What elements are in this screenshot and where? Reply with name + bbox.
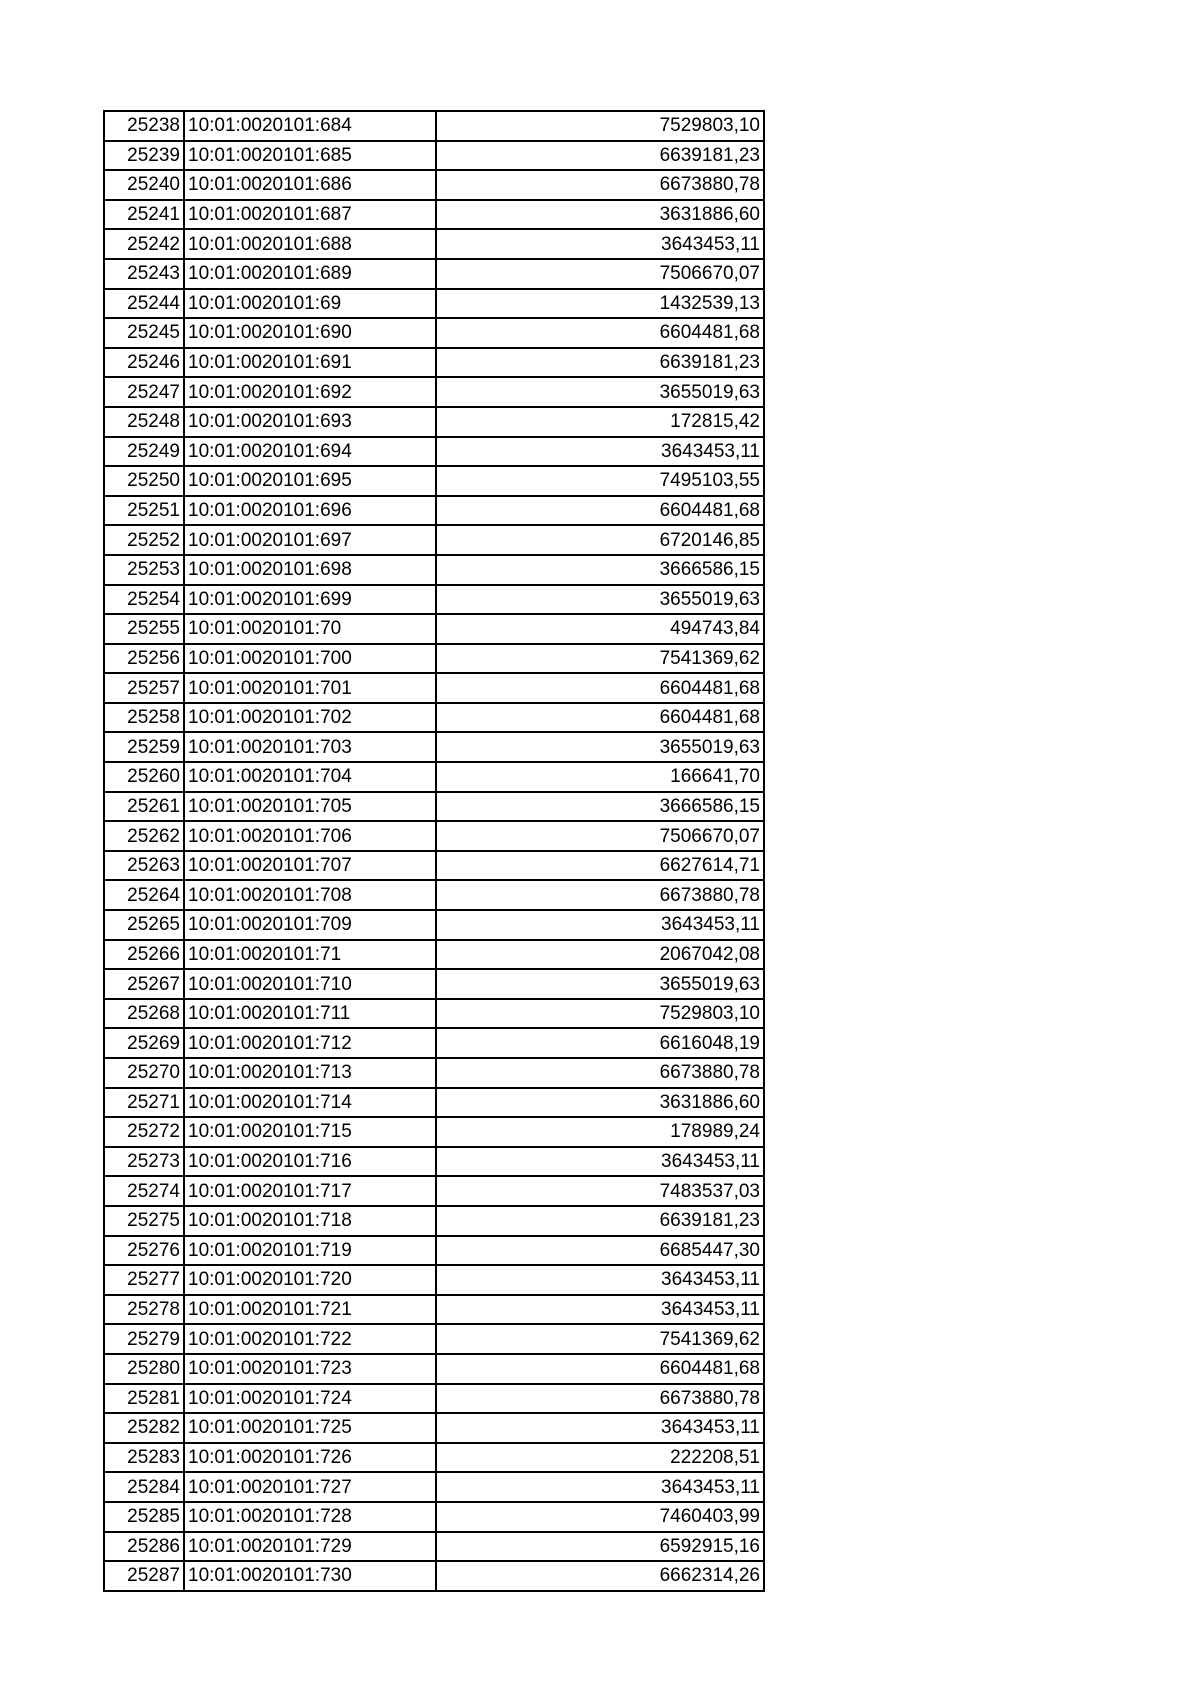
value-cell: 6616048,19 bbox=[436, 1028, 764, 1058]
cadastral-number-cell: 10:01:0020101:719 bbox=[184, 1236, 436, 1266]
value-cell: 7506670,07 bbox=[436, 259, 764, 289]
value-cell: 3655019,63 bbox=[436, 377, 764, 407]
cadastral-number-cell: 10:01:0020101:713 bbox=[184, 1058, 436, 1088]
cadastral-number-cell: 10:01:0020101:69 bbox=[184, 289, 436, 319]
cadastral-number-cell: 10:01:0020101:692 bbox=[184, 377, 436, 407]
table-body bbox=[104, 111, 764, 1591]
cadastral-number-cell: 10:01:0020101:715 bbox=[184, 1117, 436, 1147]
table-row bbox=[104, 792, 764, 822]
cadastral-number-cell: 10:01:0020101:701 bbox=[184, 673, 436, 703]
row-number-cell: 25275 bbox=[104, 1206, 184, 1236]
value-cell: 166641,70 bbox=[436, 762, 764, 792]
row-number-cell: 25245 bbox=[104, 318, 184, 348]
row-number-cell: 25277 bbox=[104, 1265, 184, 1295]
value-cell: 7460403,99 bbox=[436, 1502, 764, 1532]
row-number-cell: 25258 bbox=[104, 703, 184, 733]
table-row bbox=[104, 437, 764, 467]
table-row bbox=[104, 111, 764, 141]
table-row bbox=[104, 1443, 764, 1473]
row-number-cell: 25260 bbox=[104, 762, 184, 792]
cadastral-number-cell: 10:01:0020101:709 bbox=[184, 910, 436, 940]
row-number-cell: 25282 bbox=[104, 1413, 184, 1443]
value-cell: 7529803,10 bbox=[436, 111, 764, 141]
row-number-cell: 25259 bbox=[104, 732, 184, 762]
cadastral-number-cell: 10:01:0020101:725 bbox=[184, 1413, 436, 1443]
value-cell: 3643453,11 bbox=[436, 1472, 764, 1502]
table-row bbox=[104, 821, 764, 851]
cadastral-number-cell: 10:01:0020101:703 bbox=[184, 732, 436, 762]
row-number-cell: 25270 bbox=[104, 1058, 184, 1088]
value-cell: 6639181,23 bbox=[436, 348, 764, 378]
table-row bbox=[104, 1502, 764, 1532]
value-cell: 6604481,68 bbox=[436, 496, 764, 526]
cadastral-number-cell: 10:01:0020101:720 bbox=[184, 1265, 436, 1295]
value-cell: 6639181,23 bbox=[436, 141, 764, 171]
row-number-cell: 25251 bbox=[104, 496, 184, 526]
row-number-cell: 25280 bbox=[104, 1354, 184, 1384]
table-row bbox=[104, 318, 764, 348]
table-row bbox=[104, 910, 764, 940]
table-row bbox=[104, 1058, 764, 1088]
cadastral-number-cell: 10:01:0020101:710 bbox=[184, 969, 436, 999]
value-cell: 1432539,13 bbox=[436, 289, 764, 319]
value-cell: 3631886,60 bbox=[436, 1088, 764, 1118]
row-number-cell: 25247 bbox=[104, 377, 184, 407]
value-cell: 7483537,03 bbox=[436, 1176, 764, 1206]
table-row bbox=[104, 200, 764, 230]
value-cell: 3643453,11 bbox=[436, 1147, 764, 1177]
value-cell: 6604481,68 bbox=[436, 673, 764, 703]
table-row bbox=[104, 673, 764, 703]
row-number-cell: 25257 bbox=[104, 673, 184, 703]
cadastral-number-cell: 10:01:0020101:691 bbox=[184, 348, 436, 378]
value-cell: 6604481,68 bbox=[436, 703, 764, 733]
row-number-cell: 25276 bbox=[104, 1236, 184, 1266]
value-cell: 6673880,78 bbox=[436, 880, 764, 910]
row-number-cell: 25238 bbox=[104, 111, 184, 141]
row-number-cell: 25287 bbox=[104, 1561, 184, 1591]
value-cell: 3666586,15 bbox=[436, 555, 764, 585]
row-number-cell: 25249 bbox=[104, 437, 184, 467]
row-number-cell: 25271 bbox=[104, 1088, 184, 1118]
cadastral-number-cell: 10:01:0020101:723 bbox=[184, 1354, 436, 1384]
cadastral-number-cell: 10:01:0020101:728 bbox=[184, 1502, 436, 1532]
cadastral-number-cell: 10:01:0020101:714 bbox=[184, 1088, 436, 1118]
row-number-cell: 25265 bbox=[104, 910, 184, 940]
table-row bbox=[104, 999, 764, 1029]
cadastral-number-cell: 10:01:0020101:705 bbox=[184, 792, 436, 822]
table-row bbox=[104, 880, 764, 910]
table-row bbox=[104, 466, 764, 496]
value-cell: 7506670,07 bbox=[436, 821, 764, 851]
value-cell: 3643453,11 bbox=[436, 910, 764, 940]
table-row bbox=[104, 969, 764, 999]
row-number-cell: 25274 bbox=[104, 1176, 184, 1206]
row-number-cell: 25266 bbox=[104, 940, 184, 970]
cadastral-number-cell: 10:01:0020101:722 bbox=[184, 1324, 436, 1354]
value-cell: 6673880,78 bbox=[436, 170, 764, 200]
value-cell: 172815,42 bbox=[436, 407, 764, 437]
row-number-cell: 25250 bbox=[104, 466, 184, 496]
table-row bbox=[104, 259, 764, 289]
row-number-cell: 25261 bbox=[104, 792, 184, 822]
table-row bbox=[104, 644, 764, 674]
table-row bbox=[104, 614, 764, 644]
cadastral-number-cell: 10:01:0020101:727 bbox=[184, 1472, 436, 1502]
row-number-cell: 25264 bbox=[104, 880, 184, 910]
value-cell: 3643453,11 bbox=[436, 1265, 764, 1295]
cadastral-number-cell: 10:01:0020101:71 bbox=[184, 940, 436, 970]
cadastral-number-cell: 10:01:0020101:711 bbox=[184, 999, 436, 1029]
row-number-cell: 25244 bbox=[104, 289, 184, 319]
value-cell: 6639181,23 bbox=[436, 1206, 764, 1236]
row-number-cell: 25284 bbox=[104, 1472, 184, 1502]
table-row bbox=[104, 1295, 764, 1325]
cadastral-number-cell: 10:01:0020101:702 bbox=[184, 703, 436, 733]
value-cell: 6720146,85 bbox=[436, 525, 764, 555]
table-row bbox=[104, 940, 764, 970]
table-row bbox=[104, 585, 764, 615]
table-row bbox=[104, 1472, 764, 1502]
table-row bbox=[104, 1236, 764, 1266]
row-number-cell: 25254 bbox=[104, 585, 184, 615]
table-row bbox=[104, 525, 764, 555]
row-number-cell: 25281 bbox=[104, 1384, 184, 1414]
table-row bbox=[104, 1384, 764, 1414]
cadastral-number-cell: 10:01:0020101:685 bbox=[184, 141, 436, 171]
value-cell: 2067042,08 bbox=[436, 940, 764, 970]
value-cell: 494743,84 bbox=[436, 614, 764, 644]
table-row bbox=[104, 1265, 764, 1295]
table-row bbox=[104, 1532, 764, 1562]
cadastral-number-cell: 10:01:0020101:718 bbox=[184, 1206, 436, 1236]
table-row bbox=[104, 1117, 764, 1147]
value-cell: 6673880,78 bbox=[436, 1384, 764, 1414]
row-number-cell: 25248 bbox=[104, 407, 184, 437]
cadastral-number-cell: 10:01:0020101:684 bbox=[184, 111, 436, 141]
value-cell: 3643453,11 bbox=[436, 437, 764, 467]
row-number-cell: 25252 bbox=[104, 525, 184, 555]
cadastral-number-cell: 10:01:0020101:724 bbox=[184, 1384, 436, 1414]
value-cell: 6592915,16 bbox=[436, 1532, 764, 1562]
value-cell: 6673880,78 bbox=[436, 1058, 764, 1088]
cadastral-number-cell: 10:01:0020101:688 bbox=[184, 229, 436, 259]
row-number-cell: 25263 bbox=[104, 851, 184, 881]
table-row bbox=[104, 1206, 764, 1236]
value-cell: 6604481,68 bbox=[436, 1354, 764, 1384]
value-cell: 178989,24 bbox=[436, 1117, 764, 1147]
cadastral-number-cell: 10:01:0020101:707 bbox=[184, 851, 436, 881]
cadastral-number-cell: 10:01:0020101:697 bbox=[184, 525, 436, 555]
cadastral-number-cell: 10:01:0020101:708 bbox=[184, 880, 436, 910]
cadastral-number-cell: 10:01:0020101:712 bbox=[184, 1028, 436, 1058]
cadastral-number-cell: 10:01:0020101:721 bbox=[184, 1295, 436, 1325]
value-cell: 3666586,15 bbox=[436, 792, 764, 822]
table-row bbox=[104, 1147, 764, 1177]
cadastral-number-cell: 10:01:0020101:717 bbox=[184, 1176, 436, 1206]
value-cell: 3655019,63 bbox=[436, 969, 764, 999]
row-number-cell: 25272 bbox=[104, 1117, 184, 1147]
cadastral-number-cell: 10:01:0020101:706 bbox=[184, 821, 436, 851]
value-cell: 6627614,71 bbox=[436, 851, 764, 881]
value-cell: 222208,51 bbox=[436, 1443, 764, 1473]
value-cell: 3655019,63 bbox=[436, 585, 764, 615]
table-row bbox=[104, 1324, 764, 1354]
value-cell: 3643453,11 bbox=[436, 1413, 764, 1443]
cadastral-number-cell: 10:01:0020101:704 bbox=[184, 762, 436, 792]
cadastral-number-cell: 10:01:0020101:689 bbox=[184, 259, 436, 289]
value-cell: 3631886,60 bbox=[436, 200, 764, 230]
table-row bbox=[104, 170, 764, 200]
cadastral-number-cell: 10:01:0020101:726 bbox=[184, 1443, 436, 1473]
value-cell: 6662314,26 bbox=[436, 1561, 764, 1591]
table-row bbox=[104, 229, 764, 259]
row-number-cell: 25243 bbox=[104, 259, 184, 289]
table-row bbox=[104, 762, 764, 792]
row-number-cell: 25253 bbox=[104, 555, 184, 585]
row-number-cell: 25286 bbox=[104, 1532, 184, 1562]
row-number-cell: 25273 bbox=[104, 1147, 184, 1177]
cadastral-number-cell: 10:01:0020101:70 bbox=[184, 614, 436, 644]
row-number-cell: 25241 bbox=[104, 200, 184, 230]
row-number-cell: 25240 bbox=[104, 170, 184, 200]
value-cell: 6604481,68 bbox=[436, 318, 764, 348]
row-number-cell: 25285 bbox=[104, 1502, 184, 1532]
table-row bbox=[104, 377, 764, 407]
row-number-cell: 25283 bbox=[104, 1443, 184, 1473]
cadastral-number-cell: 10:01:0020101:699 bbox=[184, 585, 436, 615]
table-row bbox=[104, 496, 764, 526]
table-row bbox=[104, 348, 764, 378]
table-row bbox=[104, 703, 764, 733]
table-row bbox=[104, 141, 764, 171]
row-number-cell: 25269 bbox=[104, 1028, 184, 1058]
cadastral-number-cell: 10:01:0020101:716 bbox=[184, 1147, 436, 1177]
table-row bbox=[104, 555, 764, 585]
cadastral-number-cell: 10:01:0020101:730 bbox=[184, 1561, 436, 1591]
table-row bbox=[104, 1354, 764, 1384]
value-cell: 7541369,62 bbox=[436, 644, 764, 674]
value-cell: 7495103,55 bbox=[436, 466, 764, 496]
cadastral-number-cell: 10:01:0020101:695 bbox=[184, 466, 436, 496]
row-number-cell: 25267 bbox=[104, 969, 184, 999]
table-row bbox=[104, 732, 764, 762]
table-row bbox=[104, 1413, 764, 1443]
table-row bbox=[104, 289, 764, 319]
value-cell: 7541369,62 bbox=[436, 1324, 764, 1354]
cadastral-number-cell: 10:01:0020101:696 bbox=[184, 496, 436, 526]
cadastral-number-cell: 10:01:0020101:686 bbox=[184, 170, 436, 200]
table-row bbox=[104, 1028, 764, 1058]
value-cell: 3643453,11 bbox=[436, 1295, 764, 1325]
row-number-cell: 25246 bbox=[104, 348, 184, 378]
data-table bbox=[103, 110, 765, 1592]
value-cell: 6685447,30 bbox=[436, 1236, 764, 1266]
value-cell: 7529803,10 bbox=[436, 999, 764, 1029]
row-number-cell: 25242 bbox=[104, 229, 184, 259]
row-number-cell: 25255 bbox=[104, 614, 184, 644]
row-number-cell: 25239 bbox=[104, 141, 184, 171]
table-row bbox=[104, 1088, 764, 1118]
row-number-cell: 25262 bbox=[104, 821, 184, 851]
value-cell: 3643453,11 bbox=[436, 229, 764, 259]
value-cell: 3655019,63 bbox=[436, 732, 764, 762]
cadastral-number-cell: 10:01:0020101:690 bbox=[184, 318, 436, 348]
cadastral-number-cell: 10:01:0020101:693 bbox=[184, 407, 436, 437]
cadastral-number-cell: 10:01:0020101:694 bbox=[184, 437, 436, 467]
cadastral-number-cell: 10:01:0020101:698 bbox=[184, 555, 436, 585]
table-row bbox=[104, 407, 764, 437]
row-number-cell: 25278 bbox=[104, 1295, 184, 1325]
row-number-cell: 25279 bbox=[104, 1324, 184, 1354]
row-number-cell: 25268 bbox=[104, 999, 184, 1029]
cadastral-number-cell: 10:01:0020101:729 bbox=[184, 1532, 436, 1562]
cadastral-number-cell: 10:01:0020101:687 bbox=[184, 200, 436, 230]
table-row bbox=[104, 1561, 764, 1591]
table-row bbox=[104, 1176, 764, 1206]
cadastral-number-cell: 10:01:0020101:700 bbox=[184, 644, 436, 674]
table-row bbox=[104, 851, 764, 881]
row-number-cell: 25256 bbox=[104, 644, 184, 674]
